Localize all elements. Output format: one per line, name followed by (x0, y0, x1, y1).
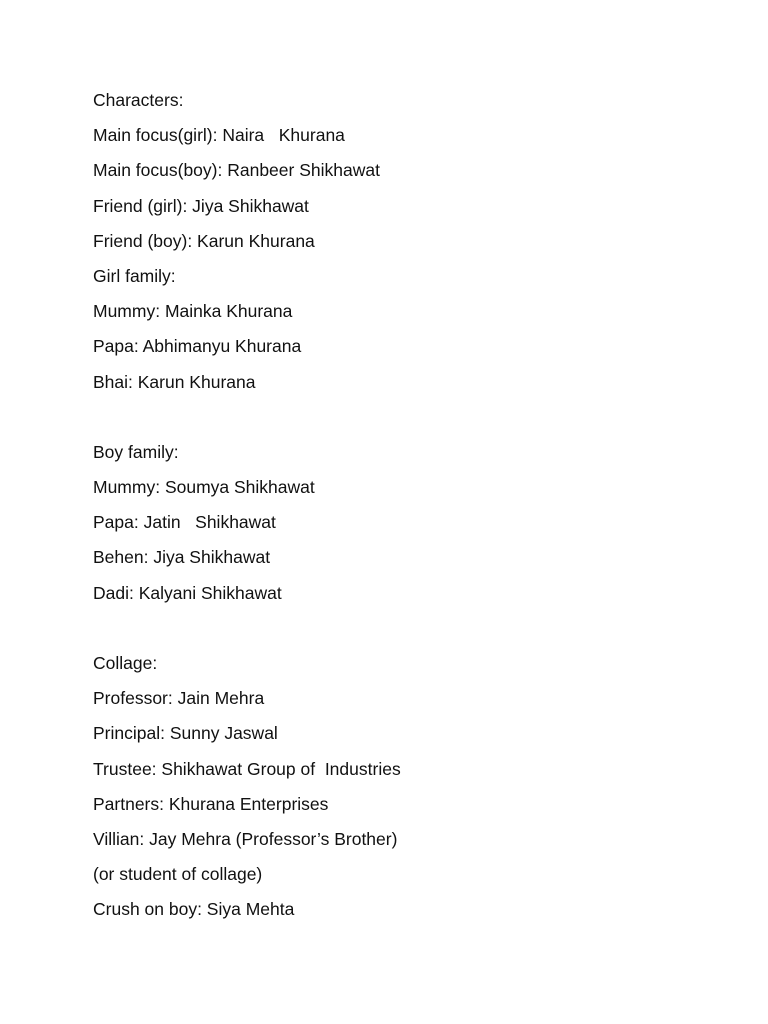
text-line: (or student of collage) (93, 864, 263, 885)
text-line: Principal: Sunny Jaswal (93, 723, 278, 744)
text-line: Partners: Khurana Enterprises (93, 793, 329, 814)
text-line: Dadi: Kalyani Shikhawat (93, 582, 282, 603)
text-line: Main focus(boy): Ranbeer Shikhawat (93, 160, 380, 181)
text-line: Papa: Abhimanyu Khurana (93, 336, 302, 357)
text-line: Trustee: Shikhawat Group of Industries (93, 758, 401, 779)
text-line: Professor: Jain Mehra (93, 688, 265, 709)
heading-boy-family: Boy family: (93, 441, 179, 462)
heading-characters: Characters: (93, 90, 184, 110)
text-line: Bhai: Karun Khurana (93, 371, 256, 392)
text-line: Behen: Jiya Shikhawat (93, 547, 271, 568)
text-line: Crush on boy: Siya Mehta (93, 899, 295, 920)
heading-girl-family: Girl family: (93, 265, 176, 286)
text-line: Friend (girl): Jiya Shikhawat (93, 195, 309, 216)
blank-line (93, 616, 693, 651)
text-line: Mummy: Mainka Khurana (93, 301, 293, 322)
text-line: Friend (boy): Karun Khurana (93, 230, 315, 251)
text-line: Villian: Jay Mehra (Professor’s Brother) (93, 828, 398, 849)
heading-collage: Collage: (93, 653, 158, 673)
text-line: Papa: Jatin Shikhawat (93, 512, 276, 533)
text-line: Main focus(girl): Naira Khurana (93, 125, 345, 146)
blank-line (93, 405, 693, 440)
document-body (93, 88, 693, 933)
text-line: Mummy: Soumya Shikhawat (93, 477, 315, 498)
